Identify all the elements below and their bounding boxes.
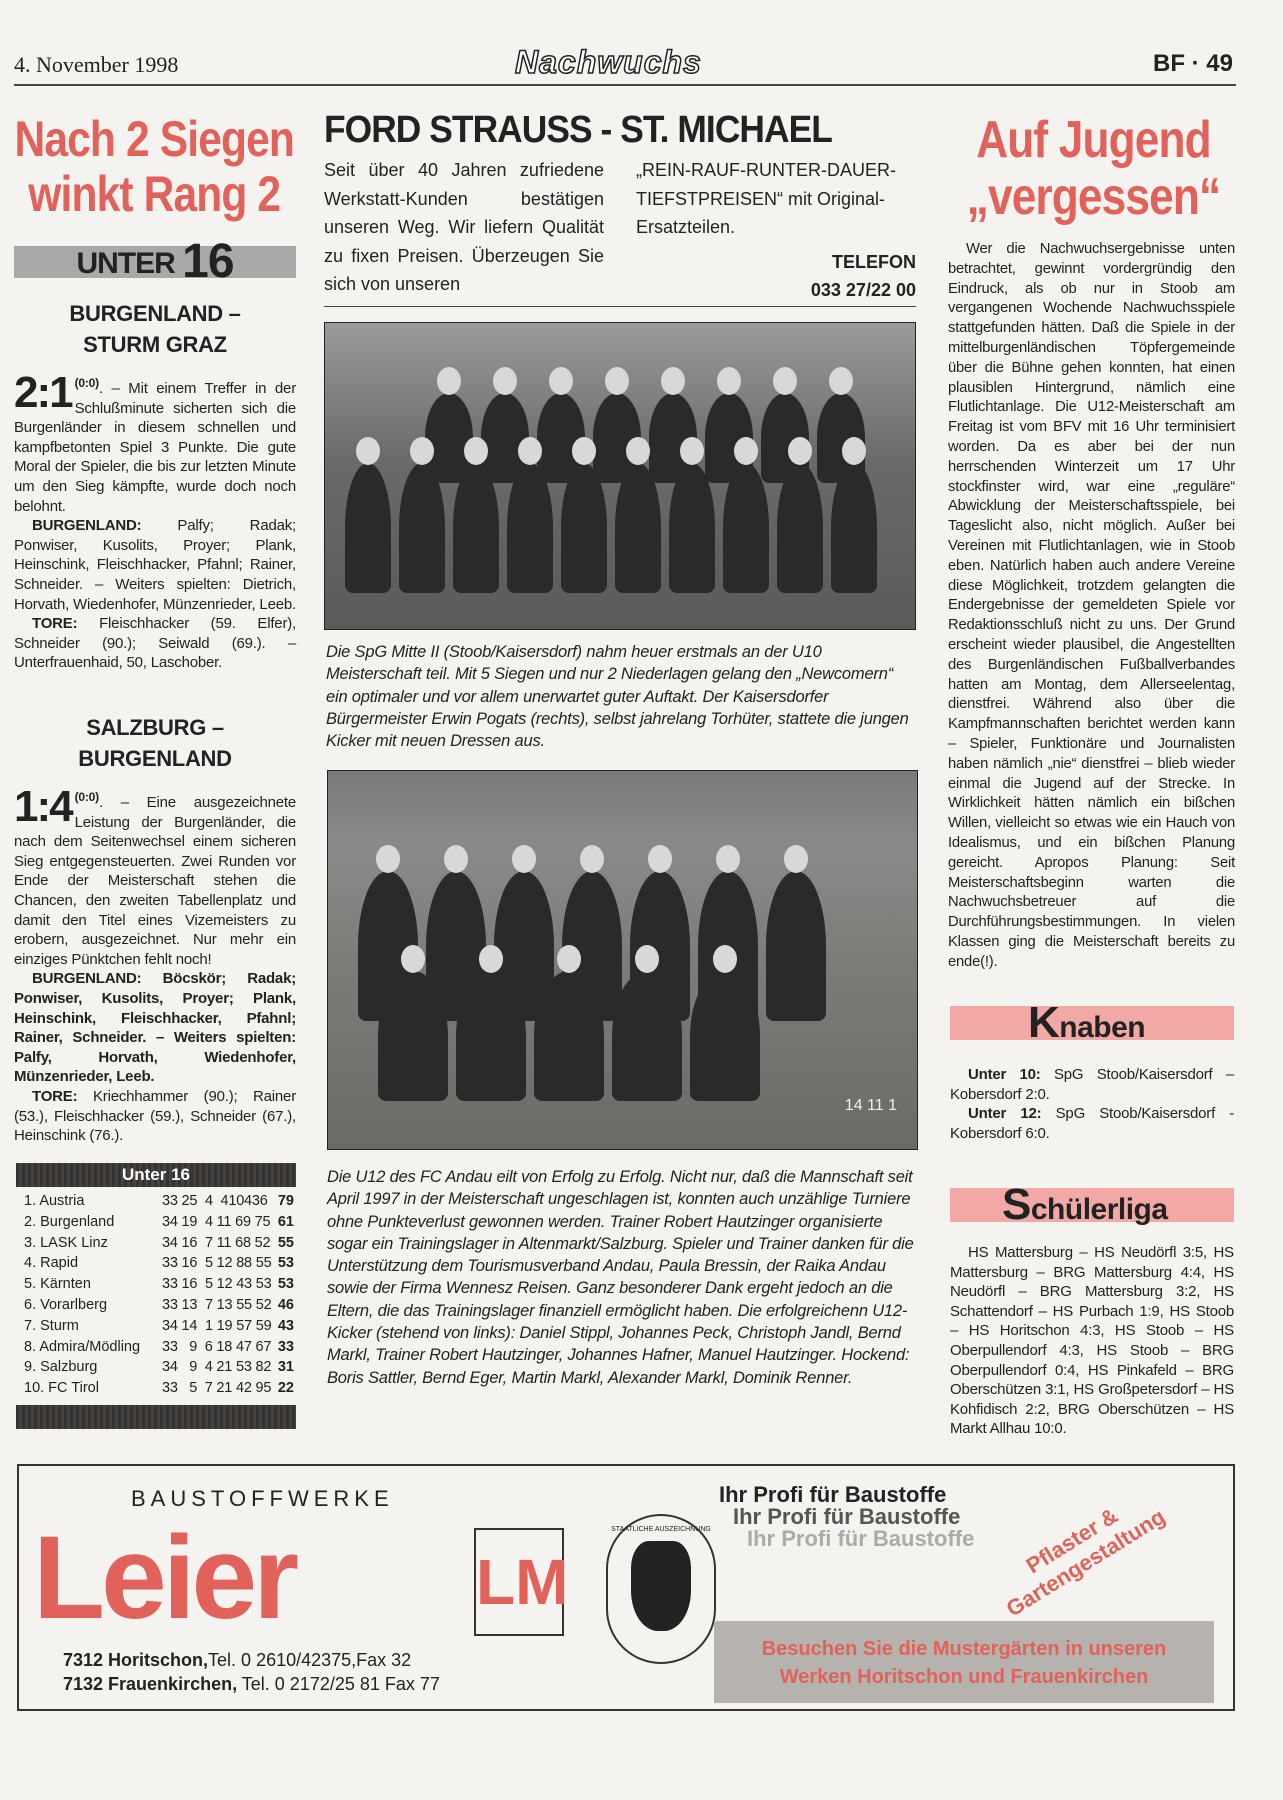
match-report: 1:4 $^{(0:0)}$. – Eine ausgezeichnete Leistung der Burgenländer, die nach dem Seitenwechsel einem sicheren Sieg entgegensteuerten. Zwei Runden vor Ende der Meisterschaft stehen die Chancen, den zweiten Tabellenplatz und damit den Titel eines Vizemeisters zu erobern, ausgezeichnet. Nur mehr ein einziges Pünktchen fehlt noch! [14, 782, 296, 968]
section-title: Nachwuchs [515, 44, 702, 80]
team-name: 2. Burgenland [24, 1213, 115, 1230]
team-stats: 33 16 5 12 88 55 [162, 1255, 272, 1272]
match-2 [14, 712, 296, 1146]
table-row [16, 1253, 296, 1274]
player-face [572, 437, 596, 465]
ford-title: FORD STRAUSS - ST. MICHAEL [324, 109, 832, 151]
player-face [464, 437, 488, 465]
player-face [734, 437, 758, 465]
player-face [605, 367, 629, 395]
team-points: 55 [277, 1234, 294, 1251]
lineup: BURGENLAND: Böcskör; Radak; Ponwiser, Kusolits, Proyer; Plank, Heinschink, Fleischhacker, Pfahnl; Rainer, Schneider. – Weiters spielten: Palfy, Horvath, Wiedenhofer, Münzenrieder, Leeb. [14, 970, 297, 1086]
team-stats: 33 25 4 410436 [162, 1193, 268, 1209]
score: 2:1 [14, 368, 72, 417]
right-headline: Auf Jugend „vergessen“ [966, 111, 1221, 227]
garden-tagline: Pflaster & Gartengestaltung [1001, 1502, 1170, 1622]
player-face [788, 437, 812, 465]
player-face [376, 845, 400, 873]
team-points: 22 [277, 1380, 294, 1397]
state-seal-icon: STAATLICHE AUSZEICHNUNG [606, 1514, 716, 1664]
team-points: 43 [277, 1317, 294, 1334]
table-row [16, 1274, 296, 1295]
table-footer-bar [16, 1405, 296, 1429]
player-face [518, 437, 542, 465]
player-figure [399, 463, 445, 593]
ford-text-2: „REIN-RAUF-RUNTER-DAUER-TIEFSTPREISEN“ mit Original-Ersatzteilen. TELEFON 033 27/22 00 [636, 156, 916, 305]
player-face [717, 367, 741, 395]
goals: TORE: Fleischhacker (59. Elfer), Schneider (90.); Seiwald (69.). – Unterfrauenhaid, 50, Laschober. [14, 615, 296, 672]
player-figure [456, 971, 526, 1101]
team-stats: 33 16 5 12 43 53 [162, 1276, 272, 1293]
category-bar [14, 235, 296, 288]
player-figure [612, 971, 682, 1101]
ford-rule [324, 306, 916, 307]
player-figure [615, 463, 661, 593]
player-face [479, 945, 503, 973]
player-figure [453, 463, 499, 593]
standings-table [16, 1163, 296, 1429]
table-row [16, 1212, 296, 1233]
player-face [557, 945, 581, 973]
match-report: 2:1 $^{(0:0)}$. – Mit einem Treffer in der Schlußminute sicherten sich die Burgenländer in diesem schnellen und kampfbetonten Spiel 3 Punkte. Die gute Moral der Spieler, die bis zur letzten Minute um den Sieg kämpfte, wurde doch noch belohnt. [14, 368, 296, 515]
team-photo-u12 [327, 770, 918, 1150]
player-face [680, 437, 704, 465]
player-figure [345, 463, 391, 593]
team-name: 7. Sturm [24, 1317, 79, 1334]
player-face [648, 845, 672, 873]
team-name: 9. Salzburg [24, 1359, 98, 1376]
match-title: BURGENLAND – STURM GRAZ [69, 301, 241, 357]
photo-caption-1: Die SpG Mitte II (Stoob/Kaisersdorf) nahm heuer erstmals an der U10 Meisterschaft teil. Mit 5 Siegen und nur 2 Niederlagen gelang den „Newcomern“ ein optimaler und vor allem unerwartet guter Auftakt. Der Kaisersdorfer Bürgermeister Erwin Pogats (rechts), selbst jahrelang Torhüter, stattete die jungen Kicker mit neuen Dressen aus. [326, 643, 909, 751]
header-rule [14, 84, 1236, 86]
visit-banner: Besuchen Sie die Mustergärten in unseren Werken Horitschon und Frauenkirchen [714, 1621, 1214, 1703]
team-photo-u10 [324, 322, 916, 630]
player-figure [777, 463, 823, 593]
player-figure [723, 463, 769, 593]
table-row [16, 1316, 296, 1337]
player-figure [831, 463, 877, 593]
team-points: 31 [277, 1359, 294, 1376]
player-face [580, 845, 604, 873]
player-figure [378, 971, 448, 1101]
addresses: 7312 Horitschon,Tel. 0 2610/42375,Fax 32 7132 Frauenkirchen, Tel. 0 2172/25 81 Fax 77 [63, 1650, 440, 1694]
table-title: Unter 16 [16, 1163, 296, 1187]
slogan: Ihr Profi für Baustoffe Ihr Profi für Baustoffe Ihr Profi für Baustoffe [719, 1482, 975, 1551]
player-figure [766, 871, 826, 1021]
team-points: 53 [277, 1276, 294, 1293]
team-name: 8. Admira/Mödling [24, 1338, 141, 1355]
schuelerliga-heading: Schülerliga [950, 1188, 1234, 1222]
phone-label: TELEFON [832, 251, 916, 272]
eagle-icon [631, 1541, 691, 1631]
table-row [16, 1233, 296, 1254]
team-stats: 34 19 4 11 69 75 [162, 1213, 271, 1230]
editorial-text: Wer die Nachwuchsergebnisse unten betrachtet, gewinnt vordergründig den Eindruck, als ob nur in Stoob am vergangenen Wochende Nachwuchsspiele stattgefunden hätten. Daß die Spiele in der mittelburgenländischen Töpfergemeinde über die Bühne gehen konnten, hat einen plausiblen Hintergrund, nämlich eine Flutlichtanlage. Die U12-Meisterschaft am Freitag ist vom BFV mit 16 Uhr terminisiert worden. Da es aber bei der nun herrschenden Winterzeit um 17 Uhr stockfinster wird, war eine „reguläre“ Abwicklung der Meisterschaftsspiele, bei Tageslicht also, nicht möglich. Außer bei Vereinen mit Flutlichtanlagen, wie in Stoob eben. Natürlich haben auch andere Vereine diese Möglichkeit, trotzdem gelangten die Endergebnisse der gemeldeten Spiele vor Redaktionsschluß nicht zu uns. Der Grund erscheint wieder plausibel, die Angestellten des Burgenländischen Fußballverbandes hatten am Montag, dem Allerseelentag, dienstfrei. Während also über die Kampfmannschaften berichtet werden kann – Spieler, Funktionäre und Journalisten haben nämlich „nie“ dienstfrei – blieb wieder einmal die Jugend auf der Strecke. In Wirklichkeit hätten nämlich ein bißchen Willen, vielleicht so etwas wie ein Hauch von Idealismus, und ein bißchen Planung gereicht. Apropos Planung: Seit Meisterschaftsbeginn warten die Nachwuchsbetreuer auf die Durchführungsbestimmungen. In vielen Klassen ging die Meisterschaft bereits zu ende(!). [948, 241, 1235, 970]
phone-number: 033 27/22 00 [810, 280, 916, 300]
player-face [437, 367, 461, 395]
player-face [829, 367, 853, 395]
team-stats: 34 14 1 19 57 59 [162, 1317, 272, 1334]
player-face [842, 437, 866, 465]
team-points: 33 [277, 1338, 294, 1355]
team-points: 79 [277, 1193, 294, 1209]
player-face [356, 437, 380, 465]
team-stats: 34 16 7 11 68 52 [162, 1234, 271, 1251]
ad-kicker: BAUSTOFFWERKE [131, 1486, 394, 1511]
player-face [444, 845, 468, 873]
score: 1:4 [14, 782, 72, 831]
player-face [713, 945, 737, 973]
player-figure [690, 971, 760, 1101]
table-row [16, 1357, 296, 1378]
lm-logo-icon: LM [474, 1528, 564, 1636]
ford-text-1: Seit über 40 Jahren zufriedene Werkstatt-Kunden bestätigen unseren Weg. Wir liefern Qualität zu fixen Preisen. Überzeugen Sie sich von unseren [324, 160, 604, 294]
player-figure [561, 463, 607, 593]
team-points: 53 [277, 1255, 294, 1272]
team-points: 61 [277, 1213, 294, 1230]
player-face [493, 367, 517, 395]
lineup: BURGENLAND: Palfy; Radak; Ponwiser, Kusolits, Proyer; Plank, Heinschink, Fleischhacker, Pfahnl; Rainer, Schneider. – Weiters spielten: Dietrich, Horvath, Wiedenhofer, Münzenrieder, Leeb. [14, 517, 297, 613]
leier-ad [17, 1464, 1235, 1711]
team-name: 3. LASK Linz [24, 1234, 108, 1251]
team-name: 4. Rapid [24, 1255, 79, 1272]
leier-logo: Leier [33, 1512, 296, 1644]
table-row [16, 1378, 296, 1399]
player-figure [669, 463, 715, 593]
page-number: BF · 49 [1152, 50, 1233, 77]
player-face [716, 845, 740, 873]
category-label: UNTER [76, 247, 175, 280]
player-face [626, 437, 650, 465]
player-face [635, 945, 659, 973]
table-row [16, 1191, 296, 1212]
team-stats: 33 13 7 13 55 52 [162, 1296, 272, 1313]
team-stats: 34 9 4 21 53 82 [162, 1359, 272, 1376]
player-figure [507, 463, 553, 593]
knaben-heading: Knaben [950, 1006, 1234, 1040]
team-name: 6. Vorarlberg [24, 1296, 108, 1313]
match-title: SALZBURG – BURGENLAND [78, 715, 232, 771]
player-face [549, 367, 573, 395]
team-name: 1. Austria [24, 1193, 85, 1209]
match-1 [14, 298, 296, 673]
category-number: 16 [182, 235, 234, 288]
photo-date-stamp: 14 11 1 [844, 1097, 897, 1114]
team-name: 10. FC Tirol [24, 1380, 99, 1397]
player-face [661, 367, 685, 395]
player-figure [534, 971, 604, 1101]
goals: TORE: Kriechhammer (90.); Rainer (53.), Fleischhacker (59.), Schneider (67.), Heinschink (76.). [14, 1087, 296, 1145]
player-face [401, 945, 425, 973]
player-face [410, 437, 434, 465]
table-row [16, 1337, 296, 1358]
photo-caption-2: Die U12 des FC Andau eilt von Erfolg zu Erfolg. Nicht nur, daß die Mannschaft seit April 1997 in der Meisterschaft ungeschlagen ist, konnten auch unzählige Turniere ohne Punkteverlust gewonnen werden. Trainer Robert Hautzinger organisierte sogar ein Trainingslager in Altenmarkt/Salzburg. Spieler und Trainer danken für die Unterstützung dem Tourismusverband Andau, Paula Bressin, der Raika Andau sowie der Firma Wennesz Reisen. Ganz besonderer Dank ergeht jedoch an die Eltern, die das Trainingslager finanziell ermöglicht haben. Die erfolgreichenn U12-Kicker (stehend von links): Daniel Stippl, Johannes Peck, Christoph Jandl, Bernd Markl, Trainer Robert Hautzinger, Johannes Hafner, Manuel Hautzinger. Hockend: Boris Sattler, Bernd Eger, Martin Markl, Alexander Markl, Dominik Renner. [327, 1168, 914, 1387]
team-name: 5. Kärnten [24, 1276, 91, 1293]
team-stats: 33 5 7 21 42 95 [162, 1380, 272, 1397]
player-face [784, 845, 808, 873]
schuelerliga-results: HS Mattersburg – HS Neudörfl 3:5, HS Mattersburg – BRG Mattersburg 4:4, HS Neudörfl – BRG Mattersburg 3:2, HS Schattendorf – HS Purbach 1:9, HS Stoob – HS Horitschon 4:3, HS Stoob – HS Oberpullendorf 4:3, HS Stoob – BRG Oberpullendorf 0:4, HS Pinkafeld – BRG Oberschützen 3:1, HS Großpetersdorf – HS Kohfidisch 2:2, BRG Oberschützen – HS Markt Allhau 10:0. [950, 1244, 1234, 1438]
team-points: 46 [277, 1296, 294, 1313]
player-face [773, 367, 797, 395]
left-headline: Nach 2 Siegen winkt Rang 2 [14, 111, 294, 222]
team-stats: 33 9 6 18 47 67 [162, 1338, 272, 1355]
issue-date: 4. November 1998 [14, 52, 179, 77]
ford-ad [324, 109, 916, 305]
knaben-results: Unter 10: SpG Stoob/Kaisersdorf – Kobersdorf 2:0. Unter 12: SpG Stoob/Kaisersdorf - Kobersdorf 6:0. [950, 1066, 1235, 1142]
table-row [16, 1295, 296, 1316]
player-face [512, 845, 536, 873]
